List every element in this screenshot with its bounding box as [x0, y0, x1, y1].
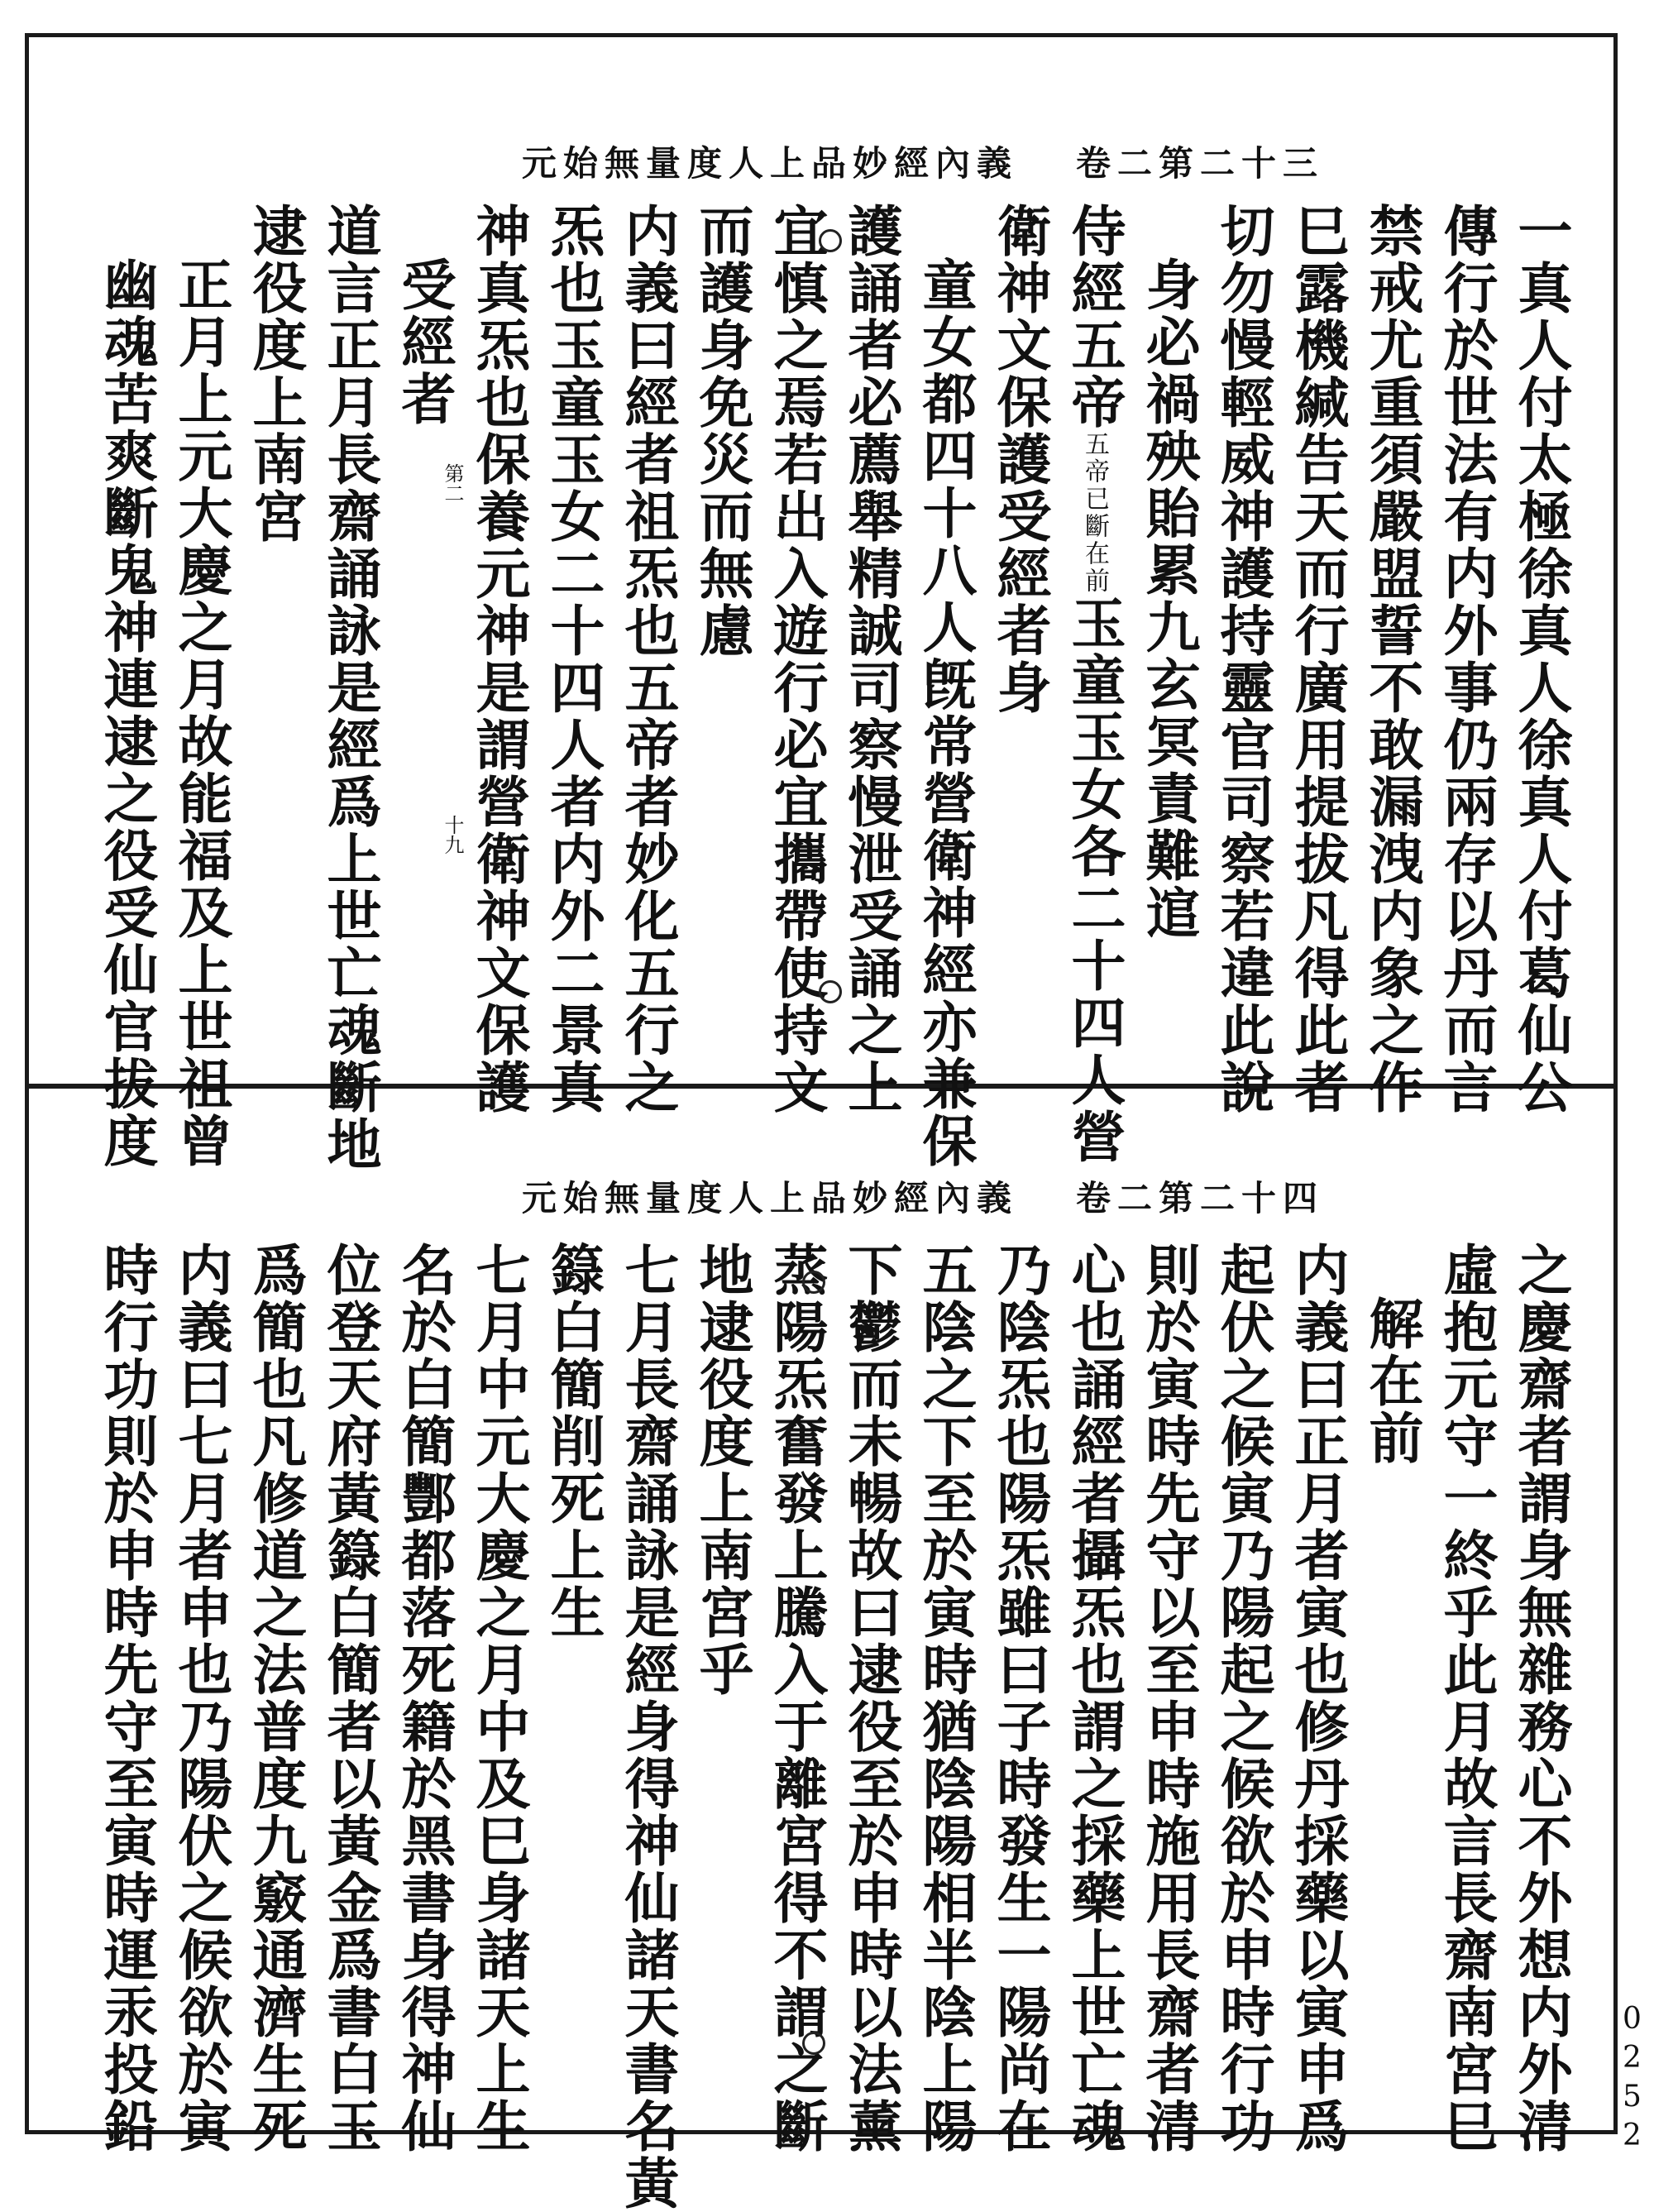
text-column: 起伏之候寅乃陽起之候欲於申時行功 [1211, 1242, 1275, 2155]
lower-header-title: 元始無量度人上品妙經內義 [521, 1178, 1018, 1219]
page-number: 0252 [1615, 2002, 1649, 2157]
punctuation-circle [802, 2032, 825, 2055]
upper-text-columns [79, 203, 1573, 1173]
lower-text-columns [79, 1242, 1573, 2212]
text-column: 衛神文保護受經者身 [987, 203, 1052, 716]
text-column: 幽魂苦爽斷鬼神連逮之役受仙官拔度 [94, 256, 159, 1170]
text-column: 内義曰經者祖炁也五帝者妙化五行之 [615, 203, 680, 1116]
text-column: 七月長齋誦詠是經身得神仙諸天書名黃 [615, 1242, 680, 2212]
upper-header-volume: 卷二第二十三 [1075, 143, 1324, 184]
text-column: 乃陰炁也陽炁雖曰子時發生一陽尚在 [987, 1242, 1052, 2155]
text-column: 則於寅時先守以至申時施用長齋者清 [1136, 1242, 1201, 2155]
text-column: 身必禍殃貽累九玄冥責難逭 [1136, 256, 1201, 941]
text-column: 位登天府黃籙白簡者以黃金爲書白玉 [318, 1242, 382, 2155]
lower-page [29, 1089, 1613, 2212]
margin-note-page: 第二 [441, 463, 464, 503]
text-column: 爲簡也凡修道之法普度九竅通濟生死 [243, 1242, 308, 2155]
text-column: 時行功則於申時先守至寅時運汞投鉛 [94, 1242, 159, 2155]
text-column: 神真炁也保養元神是謂營衛神文保護 [466, 203, 531, 1116]
text-column: 地逮役度上南宮乎 [690, 1242, 754, 1698]
margin-note-leaf: 十九 [441, 815, 464, 855]
inline-note: 五帝已斷在前 [1080, 431, 1109, 595]
text-column: 禁戒尤重須嚴盟誓不敢漏洩内象之作 [1360, 203, 1424, 1116]
text-column: 受經者 [392, 256, 457, 428]
text-column: 護誦者必薦舉精誠司察慢泄受誦之上 [839, 203, 903, 1116]
upper-header-title: 元始無量度人上品妙經內義 [521, 143, 1018, 184]
lower-page-header [522, 1171, 1324, 1221]
text-column: 心也誦經者攝炁也謂之採藥上世亡魂 [1062, 1242, 1126, 2155]
upper-page [29, 37, 1613, 1173]
text-column: 童女都四十八人旣常營衛神經亦兼保 [913, 256, 978, 1170]
text-column: 炁也玉童玉女二十四人者内外二景真 [541, 203, 605, 1116]
text-column: 切勿慢輕威神護持靈官司察若違此說 [1211, 203, 1275, 1116]
lower-header-volume: 卷二第二十四 [1075, 1178, 1324, 1219]
text-column: 道言正月長齋誦詠是經爲上世亡魂斷地 [318, 203, 382, 1173]
text-column-start: 侍經五帝 [1062, 203, 1126, 431]
text-column: 一真人付太極徐真人徐真人付葛仙公 [1508, 203, 1573, 1116]
text-column: 之慶齋者謂身無雜務心不外想内外清 [1508, 1242, 1573, 2155]
text-column [1047, 203, 1126, 1166]
text-column: 解在前 [1360, 1295, 1424, 1467]
punctuation-circle [819, 980, 842, 1003]
text-column-rest: 玉童玉女各二十四人營 [1062, 595, 1126, 1166]
text-column: 七月中元大慶之月中及巳身諸天上生 [466, 1242, 531, 2155]
text-column: 名於白簡酆都落死籍於黑書身得神仙 [392, 1242, 457, 2155]
text-column: 五陰之下至於寅時猶陰陽相半陰上陽 [913, 1242, 978, 2155]
text-column: 内義曰正月者寅也修丹採藥以寅申爲 [1285, 1242, 1350, 2155]
text-column: 籙白簡削死上生 [541, 1242, 605, 1641]
text-column: 蒸陽炁奮發上騰入于離宮得不謂之斷 [764, 1242, 829, 2155]
text-column: 下鬱而未暢故曰逮役至於申時以法薰 [839, 1242, 903, 2155]
text-column: 逮役度上南宮 [243, 203, 308, 545]
text-column: 正月上元大慶之月故能福及上世祖曾 [169, 256, 233, 1170]
text-column: 内義曰七月者申也乃陽伏之候欲於寅 [169, 1242, 233, 2155]
text-column: 巳露機緘告天而行廣用提拔凡得此者 [1285, 203, 1350, 1116]
punctuation-circle [802, 1271, 825, 1294]
text-column: 而護身免災而無慮 [690, 203, 754, 659]
punctuation-circle [819, 229, 842, 252]
text-column: 虛抱元守一終乎此月故言長齋南宮巳 [1434, 1242, 1499, 2155]
text-column: 傳行於世法有内外事仍兩存以丹而言 [1434, 203, 1499, 1116]
text-column: 宜慎之焉若出入遊行必宜攜帶使持文 [764, 203, 829, 1116]
upper-page-header [522, 136, 1324, 186]
